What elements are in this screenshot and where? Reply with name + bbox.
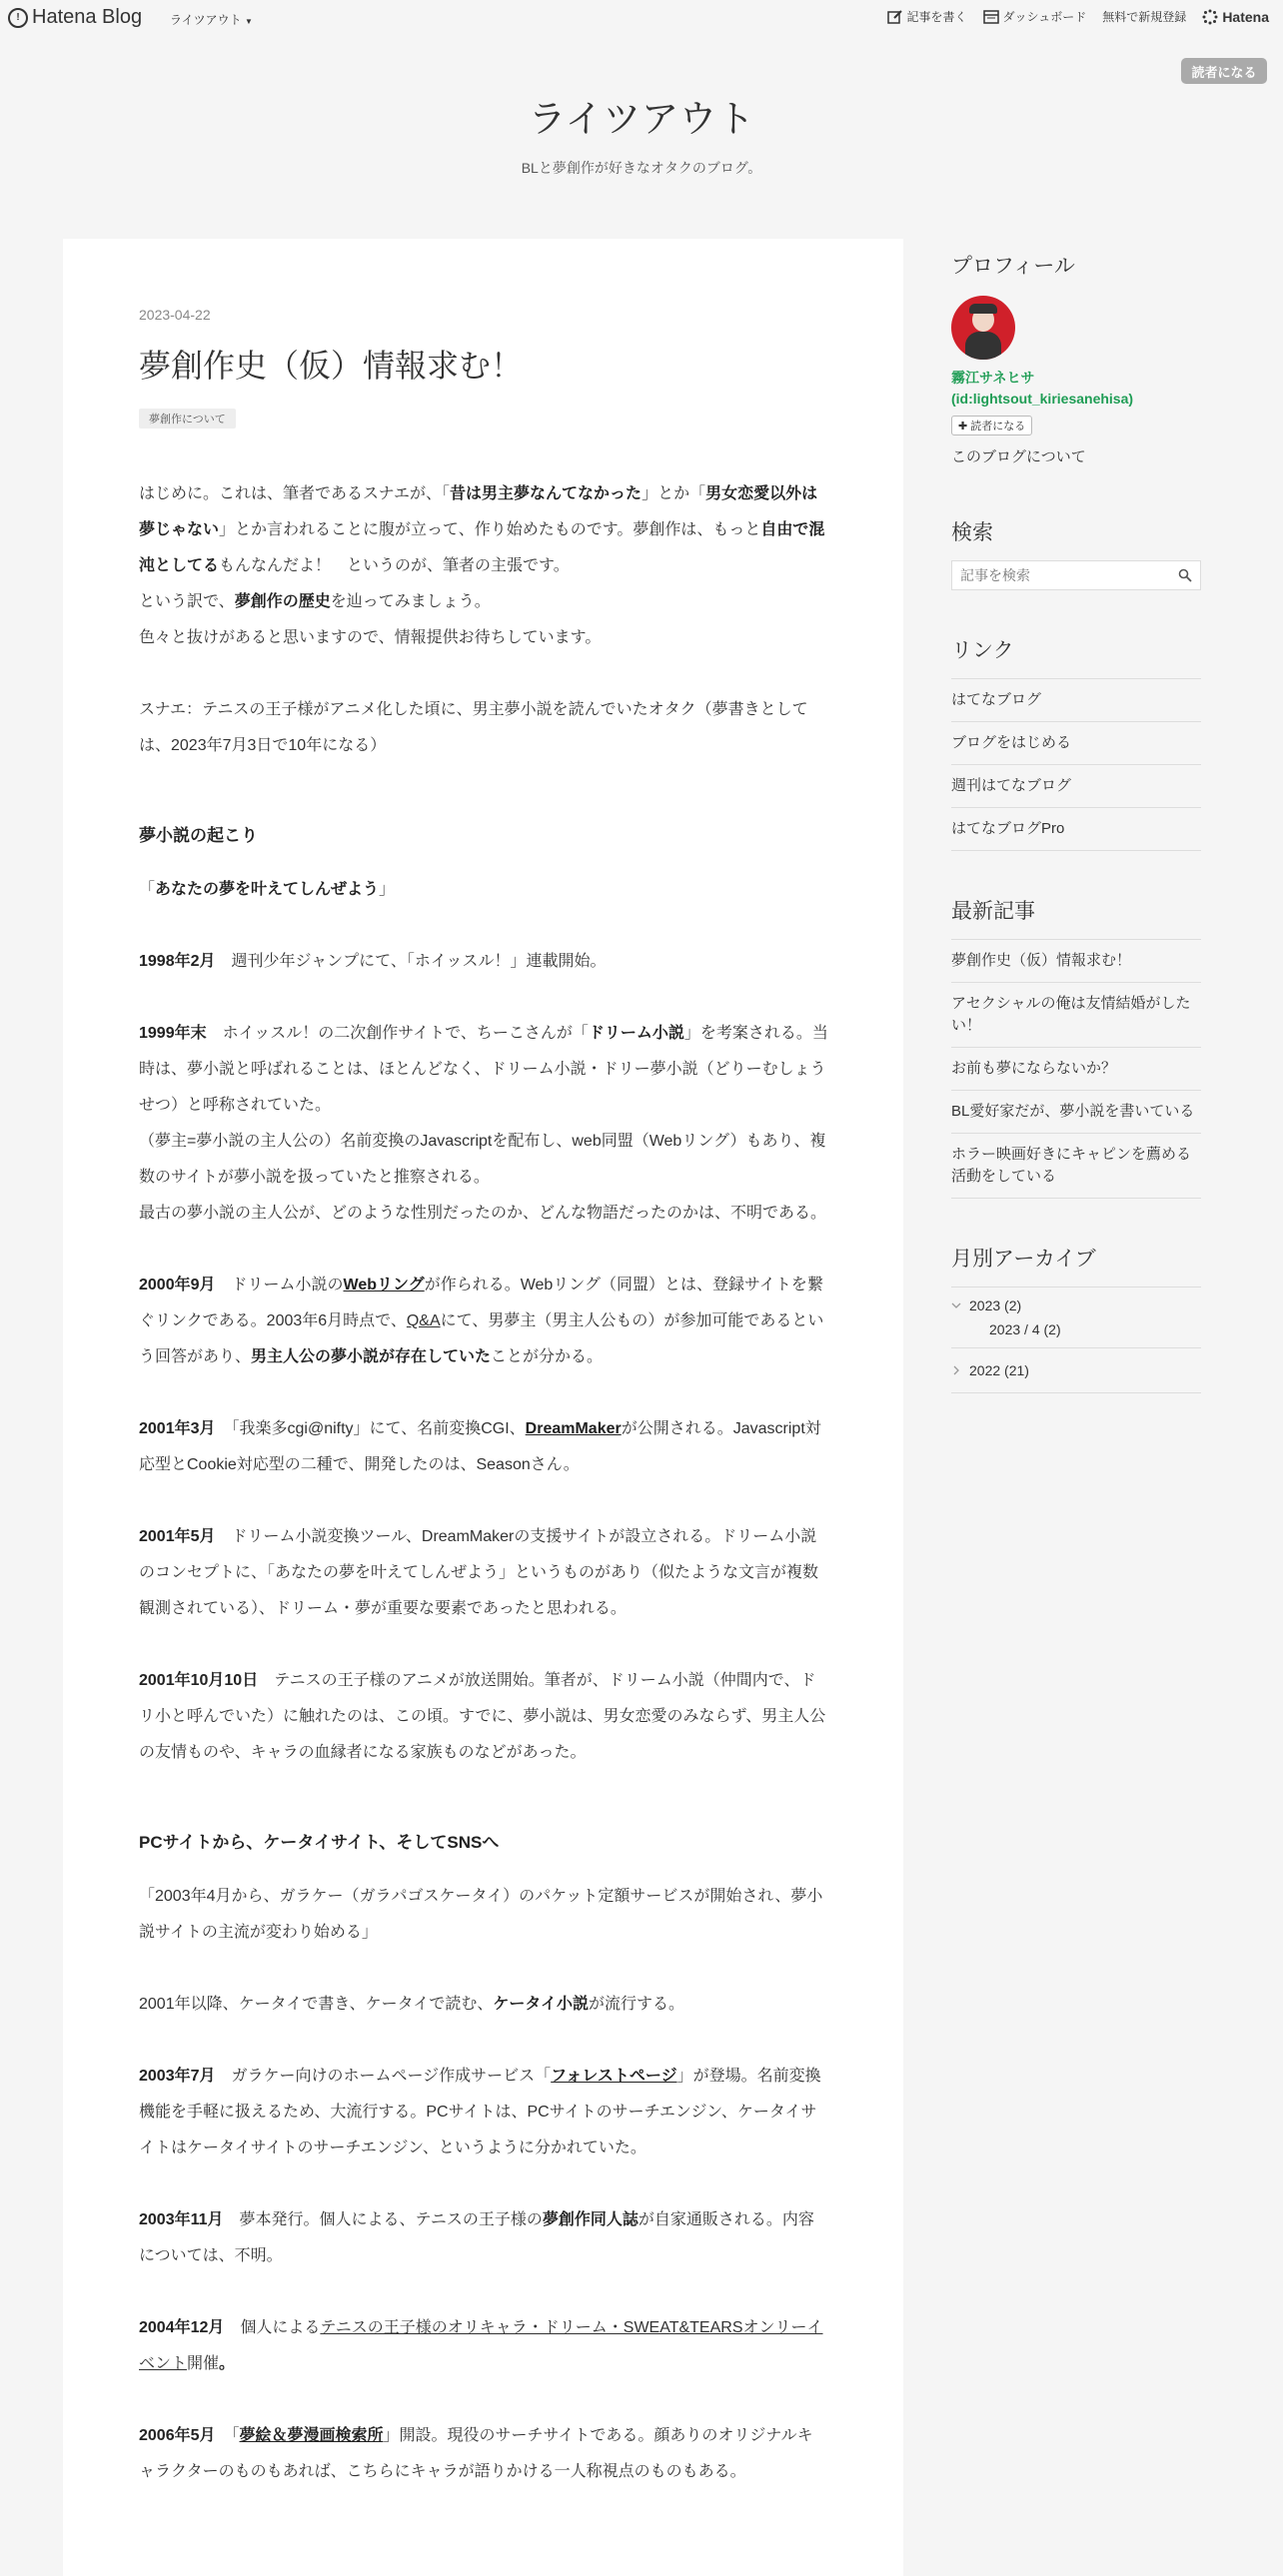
dashboard-link[interactable]	[983, 8, 1087, 25]
timeline-entry: 2001年3月 「我楽多cgi@nifty」にて、名前変換CGI、DreamMakerが公開される。Javascript対応型とCookie対応型の二種で、開発したのは、Seasonさん。	[139, 1420, 821, 1473]
blog-description: BLと夢創作が好きなオタクのブログ。	[521, 160, 762, 176]
archive-module	[951, 1243, 1201, 1393]
hatena-label: Hatena	[1222, 8, 1269, 25]
archive-heading: 月別アーカイブ	[951, 1248, 1096, 1271]
search-heading: 検索	[951, 521, 993, 544]
link-item[interactable]: はてなブログPro	[951, 808, 1201, 851]
hatena-logo-icon: !	[8, 8, 28, 28]
paragraph: という訳で、夢創作の歴史を辿ってみましょう。	[139, 593, 491, 610]
timeline-entry: 1998年2月 週刊少年ジャンプにて、「ホイッスル！」連載開始。	[139, 953, 607, 970]
recent-entry[interactable]: BL愛好家だが、夢小説を書いている	[951, 1091, 1201, 1134]
timeline-entry: 1999年末 ホイッスル！の二次創作サイトで、ちーこさんが「ドリーム小説」を考案される。当時は、夢小説と呼ばれることは、ほとんどなく、ドリーム小説・ドリー夢小説（どりーむしょうせつ）と呼称されていた。	[139, 1025, 828, 1114]
profile-subscribe-button[interactable]	[951, 416, 1032, 435]
forestpage-link[interactable]: フォレストページ	[551, 2068, 677, 2085]
timeline-entry: 2004年12月 個人によるテニスの王子様のオリキャラ・ドリーム・SWEAT&TEARSオンリーイベント開催。	[139, 2319, 823, 2372]
caret-down-icon: ▼	[244, 17, 253, 26]
write-entry-link[interactable]	[887, 8, 967, 25]
link-item[interactable]: はてなブログ	[951, 679, 1201, 722]
profile-id[interactable]: (id:lightsout_kiriesanehisa)	[951, 391, 1134, 407]
chevron-right-icon	[951, 1365, 961, 1375]
paragraph: 色々と抜けがあると思いますので、情報提供お待ちしています。	[139, 629, 602, 646]
dreammaker-link[interactable]: DreamMaker	[525, 1420, 622, 1437]
pencil-icon	[887, 9, 903, 25]
logo-text: Hatena Blog	[32, 6, 143, 28]
archive-year-label: 2023 (2)	[969, 1297, 1022, 1313]
profile-heading: プロフィール	[951, 255, 1075, 278]
links-heading: リンク	[951, 639, 1014, 662]
intro-paragraph: はじめに。これは、筆者であるスナエが、「昔は男主夢なんてなかった」とか「男女恋愛以外は夢じゃない」とか言われることに腹が立って、作り始めたものです。夢創作は、もっと自由で混沌としてるもんなんだよ！ というのが、筆者の主張です。	[139, 485, 825, 574]
section-heading: PCサイトから、ケータイサイト、そしてSNSへ	[139, 1833, 500, 1852]
dashboard-icon	[983, 9, 999, 25]
recent-entry[interactable]: 夢創作史（仮）情報求む！	[951, 940, 1201, 983]
link-item[interactable]: 週刊はてなブログ	[951, 765, 1201, 808]
timeline-entry: 2001年10月10日 テニスの王子様のアニメが放送開始。筆者が、ドリーム小説（仲間内で、ドリ小と呼んでいた）に触れたのは、この頃。すでに、夢小説は、男女恋愛のみならず、男主人公の友情ものや、キャラの血縁者になる家族ものなどがあった。	[139, 1672, 826, 1761]
hatena-dots-icon	[1202, 9, 1218, 25]
recent-entry[interactable]: ホラー映画好きにキャピンを薦める活動をしている	[951, 1134, 1201, 1199]
recent-entry[interactable]: アセクシャルの俺は友情結婚がしたい！	[951, 983, 1201, 1048]
subscribe-button[interactable]: 読者になる	[1181, 58, 1267, 84]
archive-year-2023[interactable]	[951, 1288, 1201, 1317]
blog-menu[interactable]	[170, 11, 253, 28]
paragraph: 2001年以降、ケータイで書き、ケータイで読む、ケータイ小説が流行する。	[139, 1996, 685, 2013]
blog-menu-label: ライツアウト	[170, 13, 242, 27]
links-module	[951, 634, 1201, 851]
avatar[interactable]	[951, 296, 1015, 360]
profile-name[interactable]: 霧江サネヒサ	[951, 370, 1035, 386]
timeline-entry: 2003年7月 ガラケー向けのホームページ作成サービス「フォレストページ」が登場。名前変換機能を手軽に扱えるため、大流行する。PCサイトは、PCサイトのサーチエンジン、ケータイサイトはケータイサイトのサーチエンジン、というように分かれていた。	[139, 2068, 821, 2156]
entry-title[interactable]: 夢創作史（仮）情報求む！	[139, 348, 524, 384]
blog-title[interactable]: ライツアウト	[528, 99, 755, 141]
dashboard-label: ダッシュボード	[1002, 10, 1087, 24]
signup-link[interactable]	[1102, 8, 1186, 25]
timeline-entry: 2006年5月 「夢絵＆夢漫画検索所」開設。現役のサーチサイトである。顔ありのオリジナルキャラクターのものもあれば、こちらにキャラが語りかける一人称視点のものもある。	[139, 2427, 813, 2480]
search-site-link[interactable]: 夢絵＆夢漫画検索所	[239, 2427, 384, 2444]
archive-month-2023-4[interactable]: 2023 / 4 (2)	[951, 1317, 1201, 1348]
event-link[interactable]: テニスの王子様のオリキャラ・ドリーム・SWEAT&TEARSオンリーイベント	[139, 2319, 823, 2372]
about-blog-link[interactable]: このブログについて	[951, 448, 1086, 465]
write-entry-label: 記事を書く	[906, 10, 967, 24]
profile-subscribe-label: 読者になる	[970, 421, 1026, 432]
hatena-blog-logo[interactable]	[8, 6, 142, 29]
quote: 「あなたの夢を叶えてしんぜよう」	[139, 881, 396, 898]
search-module	[951, 516, 1201, 590]
entry-date[interactable]: 2023-04-22	[139, 307, 211, 323]
hatena-menu[interactable]	[1202, 9, 1269, 25]
chevron-down-icon	[951, 1300, 961, 1310]
paragraph: （夢主=夢小説の主人公の）名前変換のJavascriptを配布し、web同盟（Webリング）もあり、複数のサイトが夢小説を扱っていたと推察される。	[139, 1133, 826, 1186]
profile-module	[951, 250, 1201, 466]
category-tag[interactable]: 夢創作について	[139, 409, 236, 429]
webring-link[interactable]: Webリング	[343, 1277, 425, 1293]
entry-body	[139, 476, 828, 2490]
qa-link[interactable]: Q&A	[406, 1312, 441, 1329]
signup-label: 無料で新規登録	[1102, 10, 1187, 24]
search-icon[interactable]	[1178, 568, 1192, 582]
entry	[139, 307, 828, 2490]
paragraph: 最古の夢小説の主人公が、どのような性別だったのか、どんな物語だったのかは、不明である。	[139, 1205, 827, 1222]
quote: 「2003年4月から、ガラケー（ガラパゴスケータイ）のパケット定額サービスが開始され、夢小説サイトの主流が変わり始める」	[139, 1888, 823, 1941]
sidebar	[951, 250, 1201, 1393]
recent-heading: 最新記事	[951, 900, 1035, 923]
link-item[interactable]: ブログをはじめる	[951, 722, 1201, 765]
author-note: スナエ：テニスの王子様がアニメ化した頃に、男主夢小説を読んでいたオタク（夢書きとしては、2023年7月3日で10年になる）	[139, 701, 808, 754]
timeline-entry: 2001年5月 ドリーム小説変換ツール、DreamMakerの支援サイトが設立される。ドリーム小説のコンセプトに、「あなたの夢を叶えてしんぜよう」というものがあり（似たような文言が複数観測されている）、ドリーム・夢が重要な要素であったと思われる。	[139, 1528, 819, 1617]
global-header	[0, 0, 1283, 36]
recent-entries-module	[951, 895, 1201, 1199]
recent-entry[interactable]: お前も夢にならないか？	[951, 1048, 1201, 1091]
timeline-entry: 2000年9月 ドリーム小説のWebリングが作られる。Webリング（同盟）とは、登録サイトを繋ぐリンクである。2003年6月時点で、Q&Aにて、男夢主（男主人公もの）が参加可能であるという回答があり、男主人公の夢小説が存在していたことが分かる。	[139, 1277, 824, 1365]
section-heading: 夢小説の起こり	[139, 826, 258, 845]
main-content	[63, 239, 903, 2576]
search-box	[951, 560, 1201, 590]
search-input[interactable]	[952, 561, 1162, 589]
timeline-entry: 2003年11月 夢本発行。個人による、テニスの王子様の夢創作同人誌が自家通販される。内容については、不明。	[139, 2211, 814, 2264]
archive-year-2022[interactable]	[951, 1348, 1201, 1393]
plus-icon: ✚	[958, 421, 968, 432]
archive-year-label: 2022 (21)	[969, 1362, 1029, 1378]
